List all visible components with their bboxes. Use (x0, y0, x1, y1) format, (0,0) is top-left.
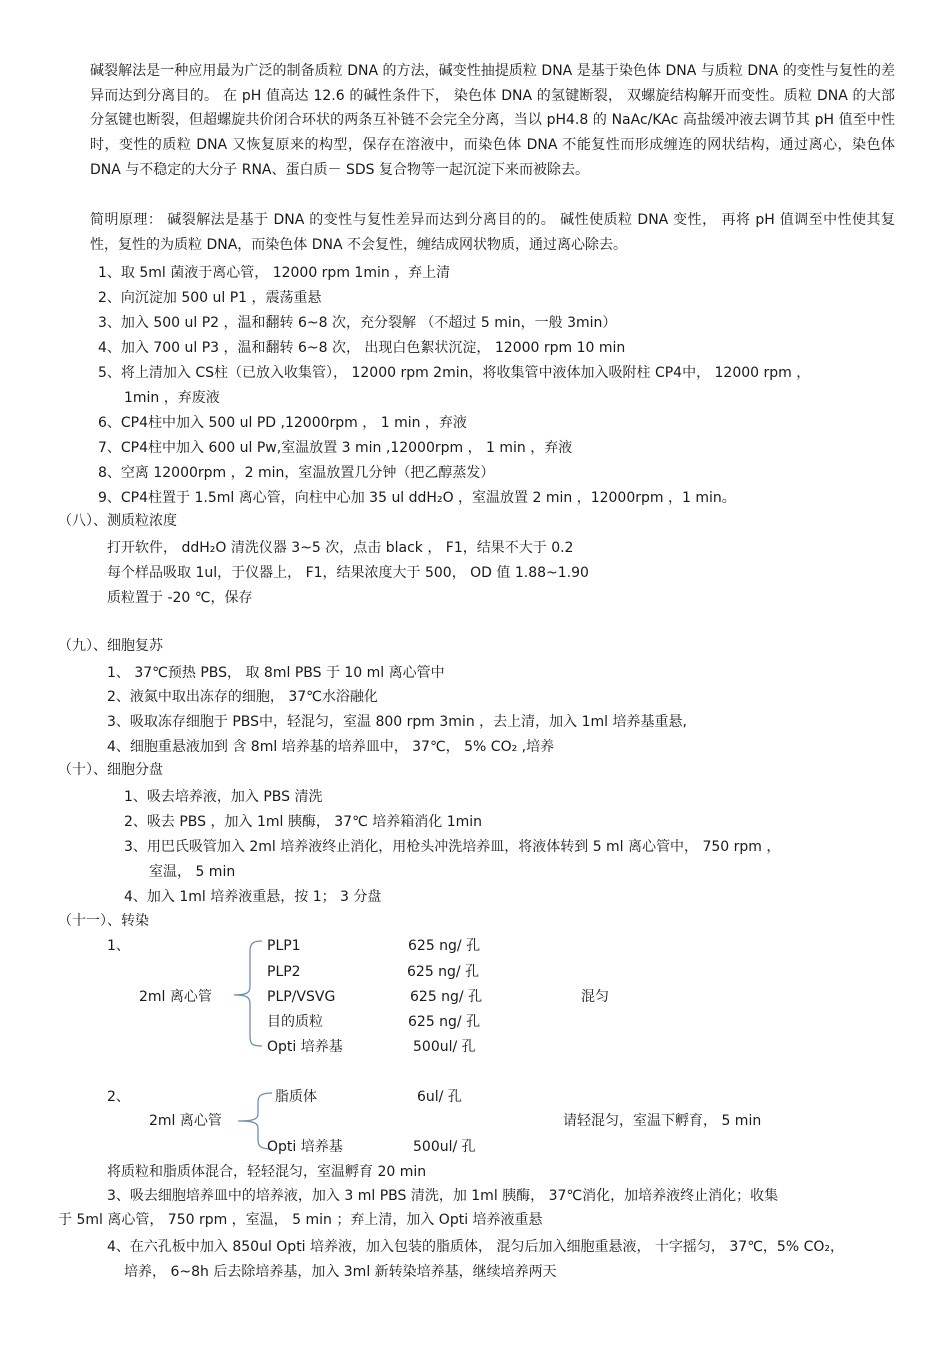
group-2-number: 2、 (107, 1089, 130, 1105)
mix-instruction: 将质粒和脂质体混合，轻轻混匀，室温孵育 20 min (107, 1164, 427, 1180)
section-10-title: （十）、细胞分盘 (58, 762, 163, 778)
section-9-line-4: 4、细胞重悬液加到 含 8ml 培养基的培养皿中， 37℃， 5% CO₂ ,培养 (107, 739, 555, 755)
section-10-line-2: 2、吸去 PBS ，加入 1ml 胰酶， 37℃ 培养箱消化 1min (124, 814, 483, 830)
group-2-tube: 2ml 离心管 (149, 1113, 222, 1129)
section-8-line-3: 质粒置于 -20 ℃，保存 (107, 590, 253, 606)
group-2-action: 请轻混匀，室温下孵育， 5 min (563, 1113, 762, 1129)
section-8-line-1: 打开软件， ddH₂O 清洗仪器 3~5 次，点击 black ， F1，结果不大于 0.2 (107, 540, 574, 556)
group-1-item-4-amount: 625 ng/ 孔 (408, 1014, 481, 1030)
section-10-line-1: 1、吸去培养液，加入 PBS 清洗 (124, 789, 323, 805)
group-2-item-1-amount: 6ul/ 孔 (417, 1089, 462, 1105)
step-9: 9、CP4柱置于 1.5ml 离心管，向柱中心加 35 ul ddH₂O ，室温放置 2 min ，12000rpm ，1 min。 (98, 490, 736, 506)
group-1-item-4-name: 目的质粒 (267, 1014, 323, 1030)
step-4: 4、加入 700 ul P3 ，温和翻转 6~8 次， 出现白色絮状沉淀， 12000 rpm 10 min (98, 340, 626, 356)
group-2-item-2-amount: 500ul/ 孔 (413, 1139, 476, 1155)
section-10-line-4: 4、加入 1ml 培养液重悬，按 1； 3 分盘 (124, 889, 382, 905)
group-1-number: 1、 (107, 938, 130, 954)
group-1-item-2-name: PLP2 (267, 964, 301, 980)
step-6: 6、CP4柱中加入 500 ul PD ,12000rpm ， 1 min ，弃液 (98, 415, 467, 431)
step-5: 5、将上清加入 CS柱（已放入收集管）， 12000 rpm 2min，将收集管中液体加入吸附柱 CP4中， 12000 rpm ， (98, 365, 811, 381)
group-1-item-5-amount: 500ul/ 孔 (413, 1039, 476, 1055)
step-7: 7、CP4柱中加入 600 ul Pw,室温放置 3 min ,12000rpm ， 1 min ，弃液 (98, 440, 573, 456)
step-1: 1、取 5ml 菌液于离心管， 12000 rpm 1min ，弃上清 (98, 265, 451, 281)
section-11-line-3: 3、吸去细胞培养皿中的培养液，加入 3 ml PBS 清洗，加 1ml 胰酶， 37℃消化，加培养液终止消化；收集 (107, 1188, 779, 1204)
group-1-item-5-name: Opti 培养基 (267, 1039, 343, 1055)
section-9-line-1: 1、 37℃预热 PBS， 取 8ml PBS 于 10 ml 离心管中 (107, 665, 445, 681)
section-9-line-2: 2、液氮中取出冻存的细胞， 37℃水浴融化 (107, 689, 378, 705)
section-9-line-3: 3、吸取冻存细胞于 PBS中，轻混匀，室温 800 rpm 3min ，去上清，加入 1ml 培养基重悬, (107, 714, 687, 730)
group-1-tube: 2ml 离心管 (139, 989, 212, 1005)
section-9-title: （九）、细胞复苏 (58, 638, 163, 654)
step-3: 3、加入 500 ul P2 ，温和翻转 6~8 次，充分裂解 （不超过 5 min，一般 3min） (98, 315, 617, 331)
section-10-line-3: 3、用巴氏吸管加入 2ml 培养液终止消化，用枪头冲洗培养皿，将液体转到 5 ml 离心管中， 750 rpm ， (124, 839, 781, 855)
group-2-item-2-name: Opti 培养基 (267, 1139, 343, 1155)
section-11-title: （十一）、转染 (58, 913, 149, 929)
section-11-line-4: 4、在六孔板中加入 850ul Opti 培养液，加入包装的脂质体， 混匀后加入细胞重悬液， 十字摇匀， 37℃，5% CO₂， (107, 1239, 844, 1255)
section-11-line-4-cont: 培养， 6~8h 后去除培养基，加入 3ml 新转染培养基，继续培养两天 (124, 1264, 557, 1280)
step-2: 2、向沉淀加 500 ul P1 ，震荡重悬 (98, 290, 322, 306)
group-1-item-3-name: PLP/VSVG (267, 989, 336, 1005)
group-1-item-2-amount: 625 ng/ 孔 (407, 964, 480, 980)
step-5-cont: 1min ，弃废液 (124, 390, 220, 406)
section-8-title: （八）、测质粒浓度 (58, 513, 177, 529)
group-1-item-1-amount: 625 ng/ 孔 (408, 938, 481, 954)
group-1-item-1-name: PLP1 (267, 938, 301, 954)
group-2-item-1-name: 脂质体 (275, 1089, 317, 1105)
intro-paragraph: 碱裂解法是一种应用最为广泛的制备质粒 DNA 的方法，碱变性抽提质粒 DNA 是基于染色体 DNA 与质粒 DNA 的变性与复性的差异而达到分离目的。 在 pH 值高达 12.6 的碱性条件下， 染色体 DNA 的氢键断裂， 双螺旋结构解开而变性。质粒 DNA 的大部分氢键也断裂，但超螺旋共价闭合环状的两条互补链不会完全分离，当以 pH4.8 的 NaAc/KAc 高盐缓冲液去调节其 pH 值至中性时，变性的质粒 DNA 又恢复原来的构型，保存在溶液中，而染色体 DNA 不能复性而形成缠连的网状结构，通过离心，染色体 DNA 与不稳定的大分子 RNA、蛋白质－ SDS 复合物等一起沉淀下来而被除去。 (90, 63, 895, 178)
group-1-brace (230, 938, 264, 1048)
step-8: 8、空离 12000rpm ，2 min，室温放置几分钟（把乙醇蒸发） (98, 465, 495, 481)
section-11-line-3-cont: 于 5ml 离心管， 750 rpm ，室温， 5 min ；弃上清，加入 Opti 培养液重悬 (58, 1212, 543, 1228)
group-1-item-3-amount: 625 ng/ 孔 (410, 989, 483, 1005)
principle-paragraph: 简明原理： 碱裂解法是基于 DNA 的变性与复性差异而达到分离目的的。 碱性使质粒 DNA 变性， 再将 pH 值调至中性使其复性，复性的为质粒 DNA，而染色体 DNA 不会复性，缠结成网状物质，通过离心除去。 (90, 212, 895, 253)
section-8-line-2: 每个样品吸取 1ul，于仪器上， F1，结果浓度大于 500， OD 值 1.88~1.90 (107, 565, 589, 581)
section-10-line-3-cont: 室温， 5 min (149, 864, 236, 880)
group-1-action: 混匀 (581, 989, 609, 1005)
